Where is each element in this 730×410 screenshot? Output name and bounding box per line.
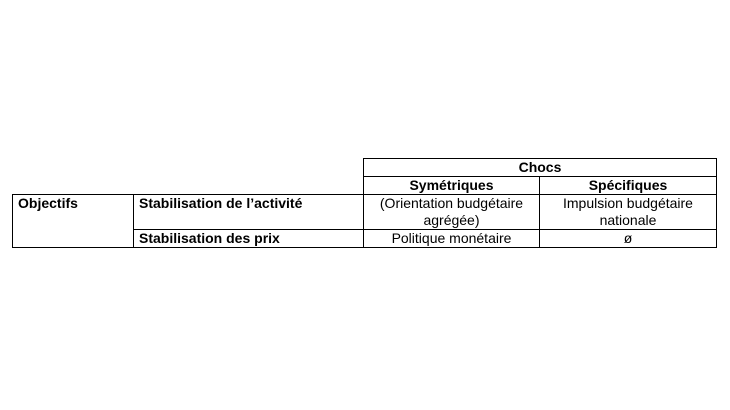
empty-cell bbox=[134, 177, 364, 195]
symmetric-cell: Politique monétaire bbox=[364, 230, 540, 248]
header-row-top bbox=[13, 159, 717, 177]
objective-cell: Stabilisation des prix bbox=[134, 230, 364, 248]
table-row bbox=[13, 195, 717, 230]
empty-cell bbox=[134, 159, 364, 177]
specific-cell: Impulsion budgétaire nationale bbox=[540, 195, 717, 230]
policy-matrix-table bbox=[12, 158, 717, 248]
row-label-objectifs: Objectifs bbox=[13, 195, 134, 248]
header-chocs: Chocs bbox=[364, 159, 717, 177]
objective-cell: Stabilisation de l’activité bbox=[134, 195, 364, 230]
header-row-sub bbox=[13, 177, 717, 195]
empty-cell bbox=[13, 159, 134, 177]
header-symmetric: Symétriques bbox=[364, 177, 540, 195]
symmetric-cell: (Orientation budgétaire agrégée) bbox=[364, 195, 540, 230]
specific-cell: ø bbox=[540, 230, 717, 248]
header-specific: Spécifiques bbox=[540, 177, 717, 195]
empty-cell bbox=[13, 177, 134, 195]
